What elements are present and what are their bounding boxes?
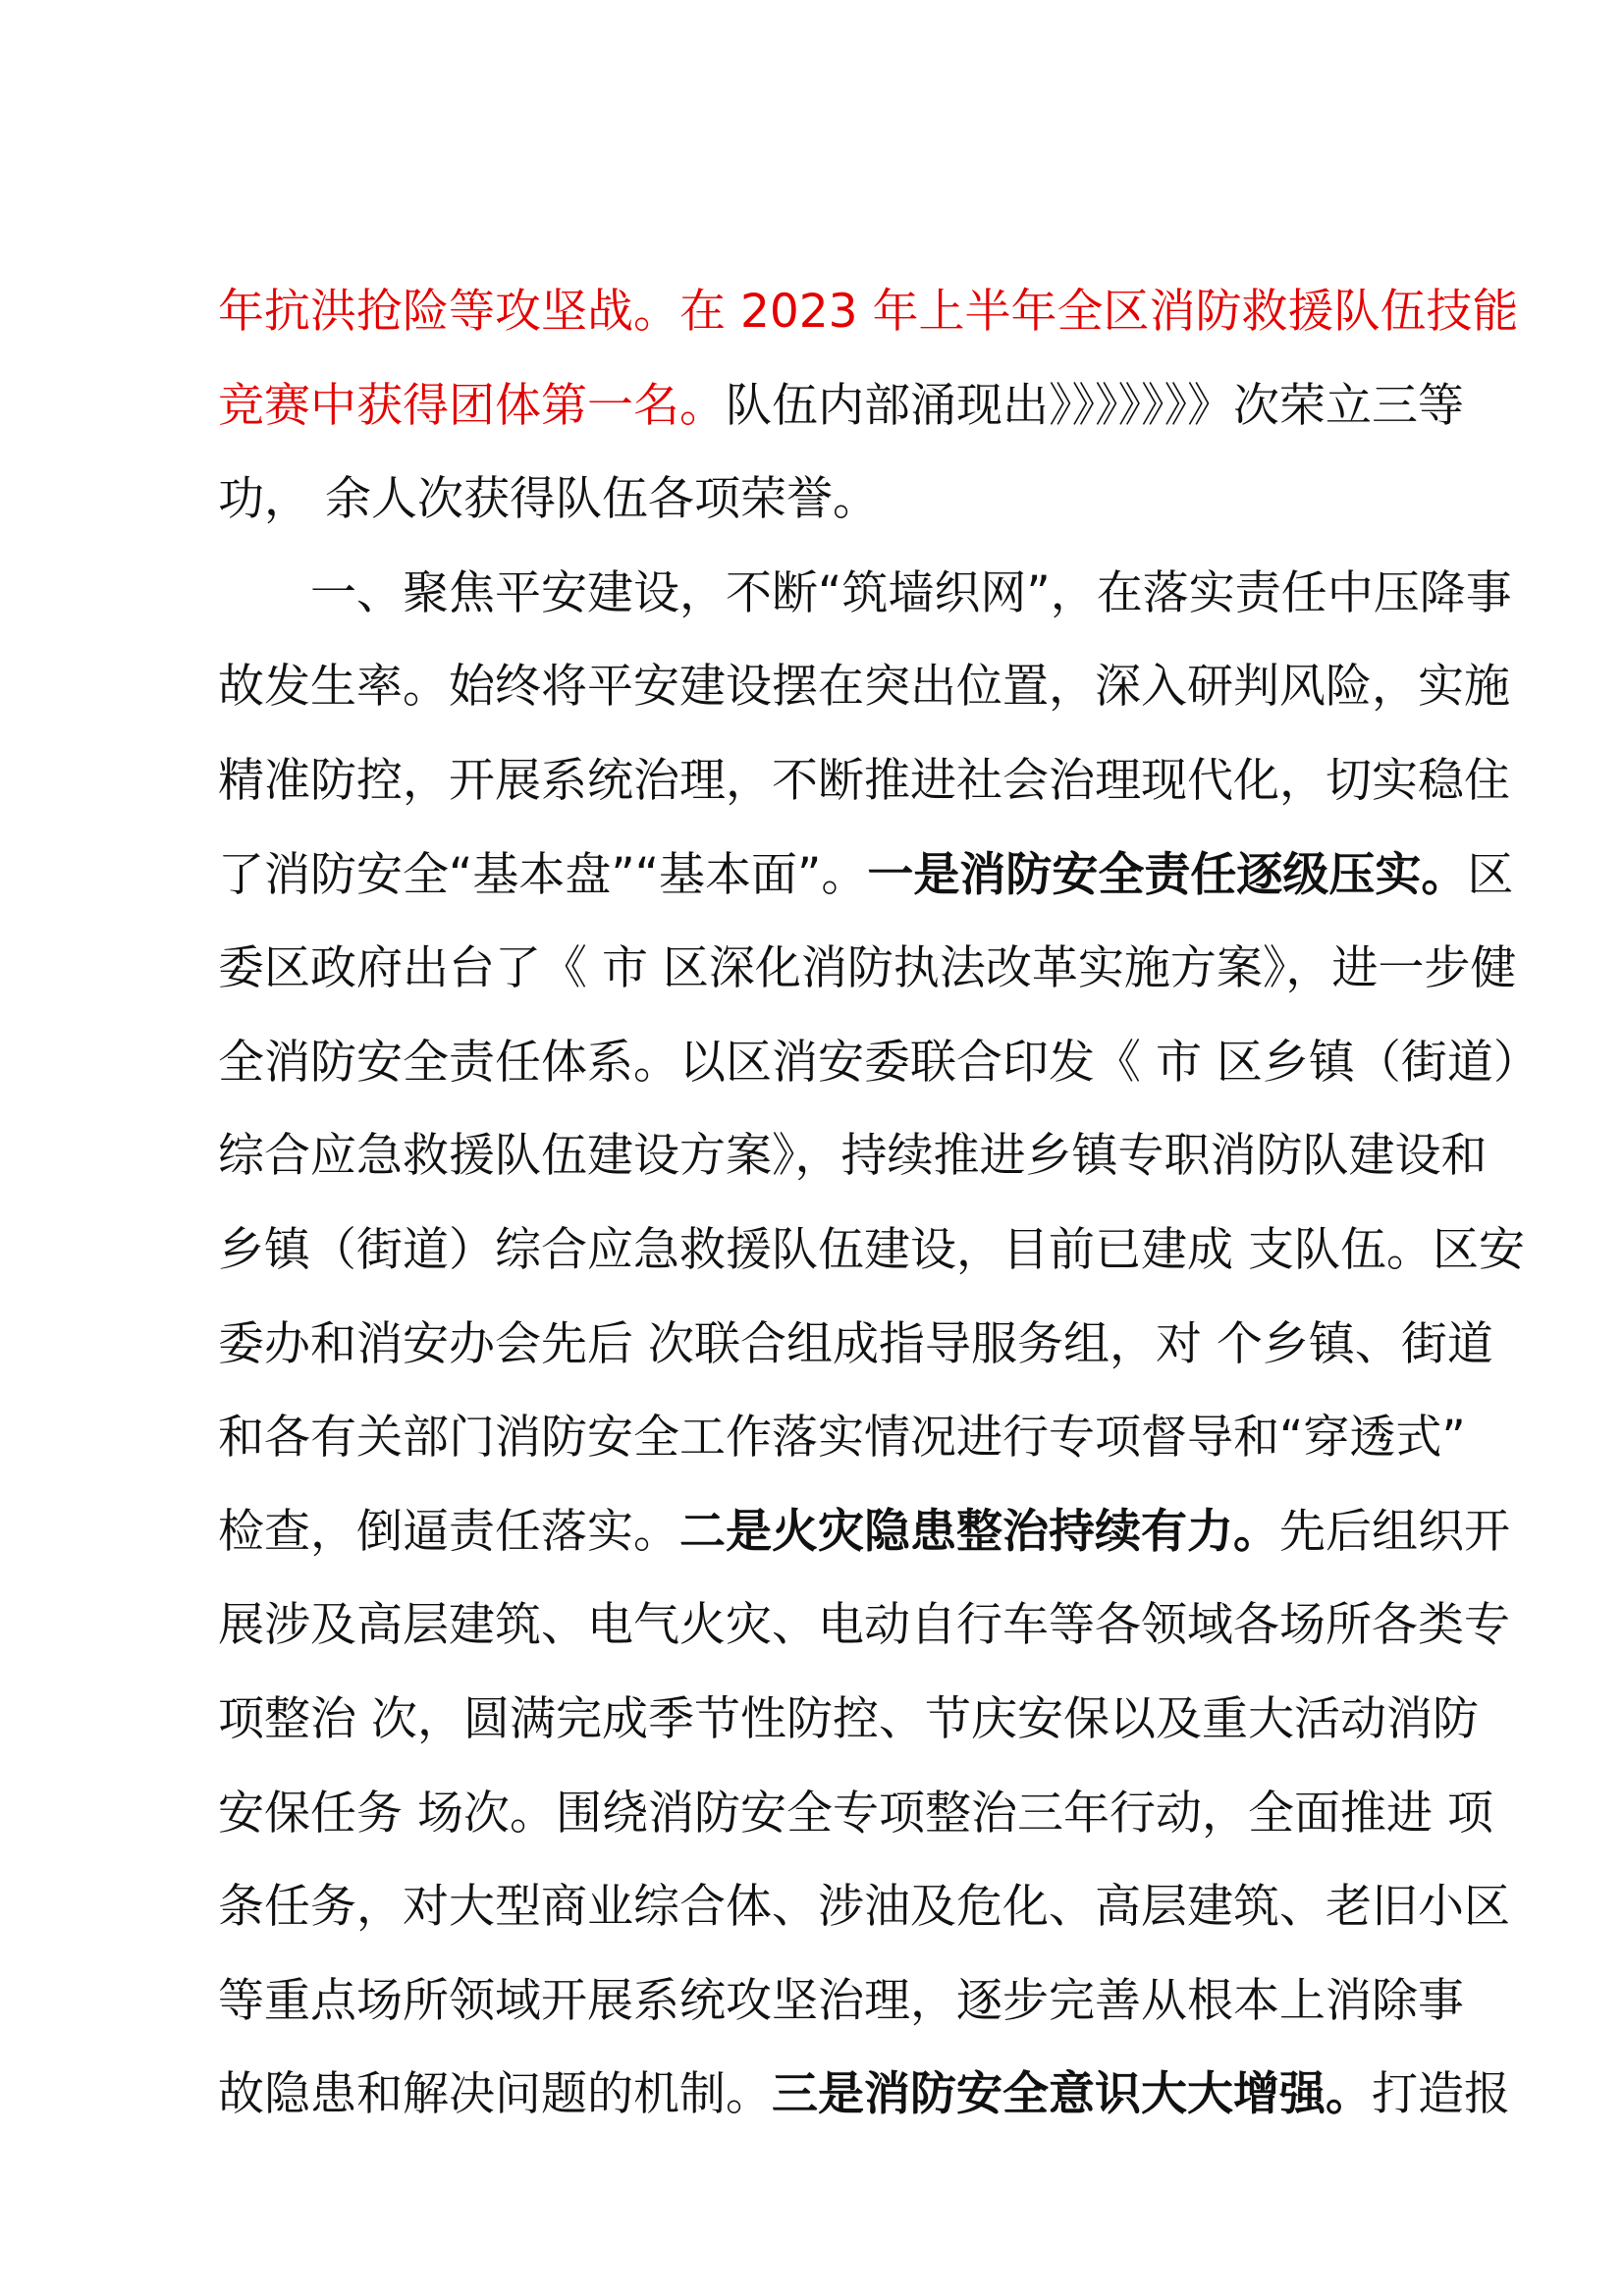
- text-segment: 等重点场所领域开展系统攻坚治理，逐步完善从根本上消除事: [218, 1973, 1464, 2028]
- text-line: [218, 1391, 1466, 1485]
- text-segment: 区: [1467, 847, 1514, 902]
- text-line: [218, 922, 1517, 1016]
- text-line: [218, 640, 1510, 734]
- text-segment: 队伍内部涌现出》》》》》》》次荣立三等: [726, 378, 1464, 433]
- bold-heading-text: 三是消防安全意识大大增强。: [772, 2067, 1372, 2122]
- text-line: [218, 1767, 1493, 1861]
- text-segment: 全消防安全责任体系。以区消安委联合印发《 市 区乡镇（街道）: [218, 1035, 1540, 1090]
- text-line: [218, 547, 1512, 641]
- text-segment: 精准防控，开展系统治理，不断推进社会治理现代化，切实稳住: [218, 753, 1510, 808]
- text-segment: 了消防安全“基本盘”“基本面”。: [218, 847, 868, 902]
- text-segment: 故隐患和解决问题的机制。: [218, 2067, 772, 2122]
- text-segment: 先后组织开: [1279, 1504, 1510, 1559]
- text-line: [218, 828, 1514, 923]
- text-segment: 故发生率。始终将平安建设摆在突出位置，深入研判风险，实施: [218, 660, 1510, 715]
- text-line: [218, 1578, 1510, 1673]
- text-line: [218, 1673, 1479, 1767]
- text-segment: 功， 余人次获得队伍各项荣誉。: [218, 472, 879, 527]
- text-line: [218, 1954, 1464, 2049]
- text-line: [218, 1203, 1525, 1298]
- text-segment: 竞赛中获得团体第一名。: [218, 378, 726, 433]
- text-segment: 项整治 次，圆满完成季节性防控、节庆安保以及重大活动消防: [218, 1691, 1479, 1746]
- text-line: [218, 265, 1519, 359]
- bold-heading-text: 一是消防安全责任逐级压实。: [867, 847, 1468, 902]
- bold-heading-text: 二是火灾隐患整治持续有力。: [679, 1504, 1279, 1559]
- text-line: [218, 453, 1426, 547]
- text-line: [218, 1109, 1488, 1203]
- text-segment: 安保任务 场次。围绕消防安全专项整治三年行动，全面推进 项: [218, 1786, 1493, 1841]
- text-segment: 综合应急救援队伍建设方案》，持续推进乡镇专职消防队建设和: [218, 1129, 1488, 1184]
- text-line: [218, 1298, 1493, 1392]
- text-segment: 展涉及高层建筑、电气火灾、电动自行车等各领域各场所各类专: [218, 1598, 1510, 1653]
- text-line: [218, 2048, 1510, 2142]
- text-line: [218, 1485, 1510, 1579]
- text-segment: 检查，倒逼责任落实。: [218, 1504, 679, 1559]
- text-line: [218, 359, 1464, 454]
- text-line: [218, 734, 1510, 828]
- text-segment: 委区政府出台了《 市 区深化消防执法改革实施方案》，进一步健: [218, 941, 1517, 996]
- text-segment: 和各有关部门消防安全工作落实情况进行专项督导和“穿透式”: [218, 1411, 1466, 1466]
- text-line: [218, 1016, 1540, 1110]
- text-segment: 乡镇（街道）综合应急救援队伍建设，目前已建成 支队伍。区安: [218, 1222, 1525, 1277]
- text-segment: 年抗洪抢险等攻坚战。在 2023 年上半年全区消防救援队伍技能: [218, 285, 1519, 339]
- text-segment: 一、聚焦平安建设，不断“筑墙织网”，在落实责任中压降事: [310, 565, 1512, 620]
- text-segment: 打造报: [1372, 2067, 1510, 2122]
- text-segment: 委办和消安办会先后 次联合组成指导服务组，对 个乡镇、街道: [218, 1316, 1493, 1371]
- text-segment: 条任务，对大型商业综合体、涉油及危化、高层建筑、老旧小区: [218, 1880, 1510, 1935]
- text-line: [218, 1860, 1510, 1954]
- body-text: [218, 265, 1540, 2142]
